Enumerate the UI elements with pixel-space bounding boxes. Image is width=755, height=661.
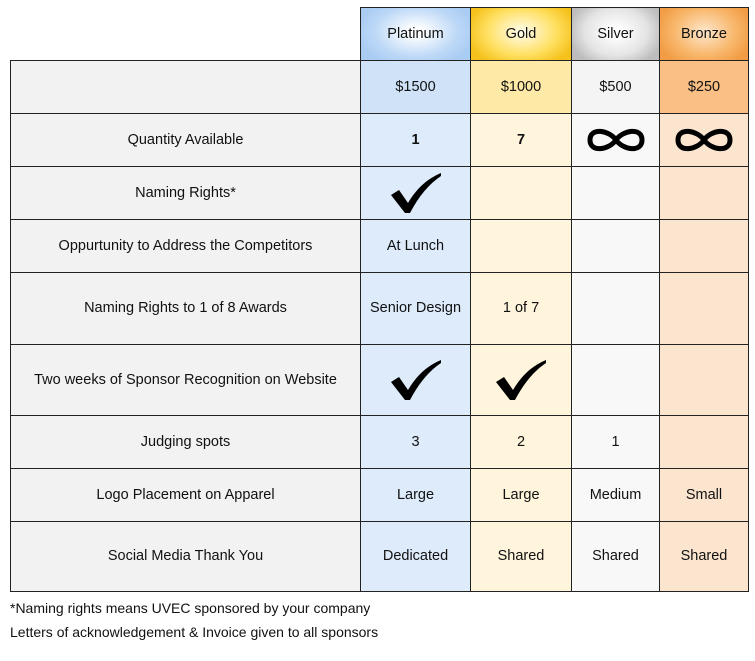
quantity-bronze (660, 114, 749, 167)
quantity-silver (572, 114, 660, 167)
logo-placement-gold: Large (471, 469, 572, 522)
naming-rights-footnote: *Naming rights means UVEC sponsored by your company (10, 600, 371, 616)
award-naming-silver (572, 273, 660, 345)
address-competitors-gold (471, 220, 572, 273)
price-bronze: $250 (660, 61, 749, 114)
award-naming-gold: 1 of 7 (471, 273, 572, 345)
feature-label: Logo Placement on Apparel (11, 469, 361, 522)
table-row (11, 114, 749, 167)
table-row (11, 522, 749, 592)
table-row (11, 273, 749, 345)
tier-silver-header: Silver (572, 8, 660, 61)
award-naming-bronze (660, 273, 749, 345)
social-media-gold: Shared (471, 522, 572, 592)
logo-placement-silver: Medium (572, 469, 660, 522)
website-recognition-gold (471, 345, 572, 416)
price-platinum: $1500 (361, 61, 471, 114)
address-competitors-silver (572, 220, 660, 273)
naming-rights-silver (572, 167, 660, 220)
feature-label: Quantity Available (11, 114, 361, 167)
tier-platinum-header: Platinum (361, 8, 471, 61)
corner-cell (11, 8, 361, 61)
feature-label: Two weeks of Sponsor Recognition on Website (11, 345, 361, 416)
table-row (11, 220, 749, 273)
tier-gold-header: Gold (471, 8, 572, 61)
table-row (11, 167, 749, 220)
logo-placement-platinum: Large (361, 469, 471, 522)
price-gold: $1000 (471, 61, 572, 114)
judging-spots-platinum: 3 (361, 416, 471, 469)
quantity-platinum: 1 (361, 114, 471, 167)
checkmark-icon (389, 171, 443, 215)
quantity-gold: 7 (471, 114, 572, 167)
tier-header-row (11, 8, 749, 61)
logo-placement-bronze: Small (660, 469, 749, 522)
price-label-cell (11, 61, 361, 114)
feature-label: Naming Rights* (11, 167, 361, 220)
judging-spots-bronze (660, 416, 749, 469)
judging-spots-gold: 2 (471, 416, 572, 469)
infinity-icon (585, 124, 647, 156)
price-silver: $500 (572, 61, 660, 114)
feature-label: Oppurtunity to Address the Competitors (11, 220, 361, 273)
social-media-bronze: Shared (660, 522, 749, 592)
address-competitors-bronze (660, 220, 749, 273)
social-media-platinum: Dedicated (361, 522, 471, 592)
naming-rights-gold (471, 167, 572, 220)
judging-spots-silver: 1 (572, 416, 660, 469)
feature-label: Social Media Thank You (11, 522, 361, 592)
table-row (11, 345, 749, 416)
website-recognition-silver (572, 345, 660, 416)
naming-rights-platinum (361, 167, 471, 220)
checkmark-icon (494, 358, 548, 402)
infinity-icon (673, 124, 735, 156)
tier-bronze-header: Bronze (660, 8, 749, 61)
feature-label: Naming Rights to 1 of 8 Awards (11, 273, 361, 345)
social-media-silver: Shared (572, 522, 660, 592)
price-row (11, 61, 749, 114)
checkmark-icon (389, 358, 443, 402)
website-recognition-platinum (361, 345, 471, 416)
acknowledgement-footnote: Letters of acknowledgement & Invoice given to all sponsors (10, 624, 379, 640)
website-recognition-bronze (660, 345, 749, 416)
award-naming-platinum: Senior Design (361, 273, 471, 345)
table-row (11, 469, 749, 522)
naming-rights-bronze (660, 167, 749, 220)
sponsorship-tier-table (10, 7, 749, 592)
address-competitors-platinum: At Lunch (361, 220, 471, 273)
table-row (11, 416, 749, 469)
feature-label: Judging spots (11, 416, 361, 469)
